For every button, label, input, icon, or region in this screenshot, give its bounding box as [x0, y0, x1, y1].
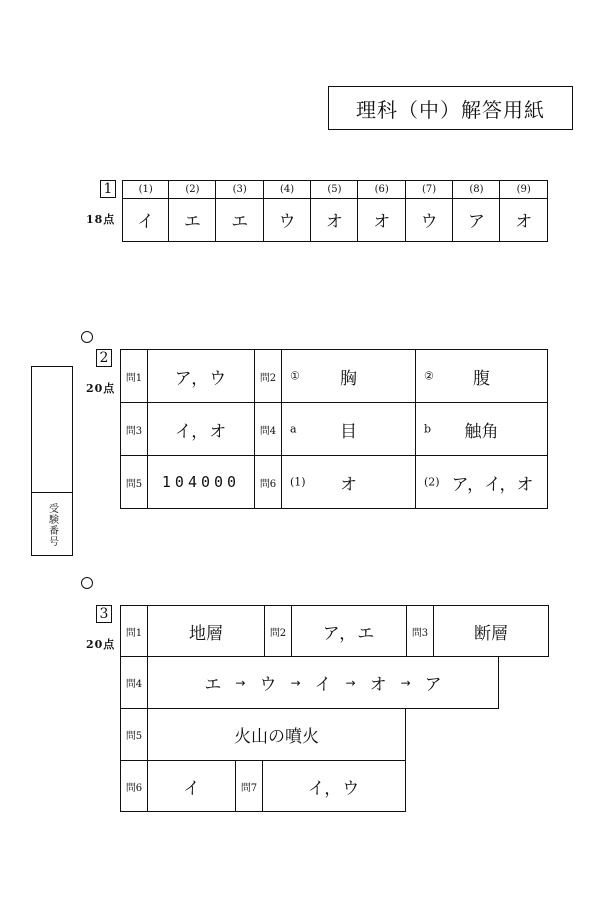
s1-header-8: (8) — [452, 180, 501, 199]
s3-q4-seq-4: オ — [369, 675, 387, 695]
s2-q6-label: 問6 — [254, 455, 282, 509]
s1-header-2: (2) — [168, 180, 217, 199]
s3-q3-label: 問3 — [406, 605, 434, 657]
s1-header-9: (9) — [499, 180, 548, 199]
s1-answer-7[interactable]: ウ — [405, 198, 454, 242]
section1-points: 18点 — [86, 213, 116, 226]
s1-answer-1[interactable]: イ — [122, 198, 169, 242]
s2-q4-sub1-mark: a — [290, 422, 297, 436]
s3-q3-answer[interactable]: 断層 — [433, 605, 549, 657]
s3-q5-answer[interactable]: 火山の噴火 — [147, 708, 406, 761]
s1-header-6: (6) — [357, 180, 406, 199]
s2-q6-sub2-mark: (2) — [424, 475, 440, 489]
s2-q3-label: 問3 — [120, 402, 148, 456]
section1-number: 1 — [100, 180, 116, 198]
s1-header-5: (5) — [310, 180, 359, 199]
s1-header-3: (3) — [215, 180, 264, 199]
s3-q7-answer[interactable]: イ，ウ — [262, 760, 406, 812]
s3-q4-seq-5: ア — [424, 675, 442, 695]
exam-id-label-text: 受験番号 — [46, 502, 58, 547]
s2-q4-sub2[interactable] — [415, 402, 548, 456]
s2-q2-sub1[interactable] — [281, 349, 416, 403]
section1-table — [122, 180, 548, 242]
section3-points: 20点 — [86, 638, 116, 651]
s3-q4-arrow-3: → — [345, 675, 356, 690]
s3-q5-label: 問5 — [120, 708, 148, 761]
s3-q4-arrow-2: → — [290, 675, 301, 690]
s1-answer-8[interactable]: ア — [452, 198, 501, 242]
s1-header-4: (4) — [263, 180, 312, 199]
s1-answer-4[interactable]: ウ — [263, 198, 312, 242]
s3-q6-label: 問6 — [120, 760, 148, 812]
s2-q5-label: 問5 — [120, 455, 148, 509]
s1-header-7: (7) — [405, 180, 454, 199]
s2-q6-sub1-answer: オ — [340, 474, 357, 495]
s2-q6-sub2[interactable] — [415, 455, 548, 509]
section3-number: 3 — [96, 605, 112, 623]
s2-q2-sub1-answer: 胸 — [340, 368, 357, 389]
s3-q2-label: 問2 — [264, 605, 292, 657]
s1-answer-2[interactable]: エ — [168, 198, 217, 242]
punch-hole-marker — [81, 331, 93, 343]
s3-q1-label: 問1 — [120, 605, 148, 657]
s2-q4-sub2-mark: b — [424, 422, 432, 436]
page-title: 理科（中）解答用紙 — [328, 86, 573, 130]
s2-q1-answer[interactable]: ア，ウ — [147, 349, 255, 403]
s3-q7-label: 問7 — [235, 760, 263, 812]
s2-q2-sub2-answer: 腹 — [473, 368, 490, 389]
s3-q1-answer[interactable]: 地層 — [147, 605, 265, 657]
s2-q4-sub2-answer: 触角 — [464, 421, 499, 442]
s3-q4-arrow-1: → — [235, 675, 246, 690]
s2-q4-sub1[interactable] — [281, 402, 416, 456]
s2-q2-sub1-mark: ① — [290, 369, 300, 383]
s2-q6-sub1-mark: (1) — [290, 475, 306, 489]
s2-q2-sub2-mark: ② — [424, 369, 434, 383]
s1-answer-3[interactable]: エ — [215, 198, 264, 242]
s3-q4-answer[interactable] — [147, 656, 499, 709]
s3-q4-label: 問4 — [120, 656, 148, 709]
s2-q3-answer[interactable]: イ，オ — [147, 402, 255, 456]
exam-id-label — [31, 492, 73, 556]
s1-answer-6[interactable]: オ — [357, 198, 406, 242]
punch-hole-marker — [81, 577, 93, 589]
section2-points: 20点 — [86, 382, 116, 395]
section2-number: 2 — [96, 349, 112, 367]
s3-q4-arrow-4: → — [400, 675, 411, 690]
s1-answer-9[interactable]: オ — [499, 198, 548, 242]
s3-q2-answer[interactable]: ア，エ — [291, 605, 407, 657]
s2-q4-sub1-answer: 目 — [340, 421, 357, 442]
s3-q4-seq-2: ウ — [259, 675, 277, 695]
s1-header-1: (1) — [122, 180, 169, 199]
s2-q6-sub2-answer: ア，イ，オ — [451, 474, 534, 495]
s3-q6-answer[interactable]: イ — [147, 760, 236, 812]
s1-answer-5[interactable]: オ — [310, 198, 359, 242]
s2-q2-sub2[interactable] — [415, 349, 548, 403]
s3-q4-seq-3: イ — [314, 675, 332, 695]
s3-q4-seq-1: エ — [204, 675, 222, 695]
s2-q2-label: 問2 — [254, 349, 282, 403]
s2-q1-label: 問1 — [120, 349, 148, 403]
s2-q4-label: 問4 — [254, 402, 282, 456]
s2-q5-answer[interactable]: 104000 — [147, 455, 255, 509]
s2-q6-sub1[interactable] — [281, 455, 416, 509]
